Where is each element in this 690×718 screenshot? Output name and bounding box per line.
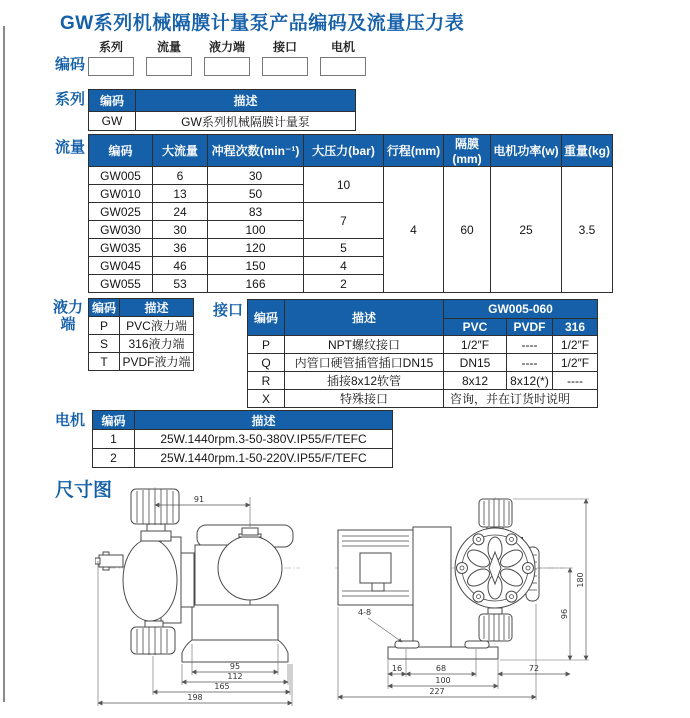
coding-slot-liquid-end [204, 38, 250, 76]
data-cell: 30 [208, 167, 304, 185]
header-cell: 316 [553, 319, 598, 336]
coding-slot-flow [146, 38, 192, 76]
data-cell: DN15 [444, 354, 507, 372]
table-row [248, 390, 598, 408]
header-cell: PVC [444, 319, 507, 336]
table-row [89, 167, 613, 185]
dimension-label: 95 [229, 662, 241, 671]
data-cell-pressure: 7 [304, 203, 384, 239]
data-cell: 8x12 [444, 372, 507, 390]
pump-front-view-drawing [330, 497, 600, 712]
data-cell: 166 [208, 275, 304, 293]
motor-section-label: 电机 [55, 412, 86, 429]
nameplate-foot [372, 583, 384, 591]
table-row [89, 112, 356, 131]
header-cell: 大压力(bar) [304, 135, 384, 167]
series-table [88, 89, 356, 131]
data-cell: 内管口硬管插管插口DN15 [285, 354, 444, 372]
scan-edge-line [3, 26, 5, 702]
header-cell: 冲程次数(min⁻¹) [208, 135, 304, 167]
data-cell: GW010 [89, 185, 153, 203]
valve-knob-bottom [131, 627, 175, 654]
data-cell: 150 [208, 257, 304, 275]
data-cell: 53 [153, 275, 208, 293]
data-cell: 1/2″F [444, 336, 507, 354]
dimension-label: 100 [435, 676, 451, 685]
data-cell: P [248, 336, 285, 354]
header-cell: 重量(kg) [562, 135, 613, 167]
hydraulic-end-section-label: 液力端 [52, 299, 83, 334]
data-cell: R [248, 372, 285, 390]
data-cell-pressure: 4 [304, 257, 384, 275]
table-row [248, 354, 598, 372]
data-cell: PVDF液力端 [120, 353, 194, 371]
holes-label: 4-8 [358, 608, 372, 617]
motor-end-bell [218, 536, 282, 600]
header-cell: 描述 [135, 411, 393, 430]
data-cell: PVC液力端 [120, 317, 194, 335]
data-cell: 8x12(*) [507, 372, 553, 390]
inlet-fitting [99, 555, 123, 567]
dimension-label: 227 [429, 687, 445, 696]
header-cell: 编码 [93, 411, 135, 430]
data-cell: 1/2″F [553, 336, 598, 354]
data-cell: 25W.1440rpm.1-50-220V.IP55/F/TEFC [135, 449, 393, 468]
header-cell: PVDF [507, 319, 553, 336]
header-cell: 描述 [136, 90, 356, 112]
page-title: GW系列机械隔膜计量泵产品编码及流量压力表 [60, 13, 465, 34]
data-cell-stroke: 4 [384, 167, 444, 293]
header-cell: 电机功率(w) [491, 135, 562, 167]
data-cell: ---- [507, 354, 553, 372]
series-section-label: 系列 [55, 91, 86, 108]
dimension-label: 112 [227, 672, 243, 681]
valve-stem-bottom [488, 608, 502, 614]
dimension-label: 72 [528, 664, 540, 673]
header-cell-group: GW005-060 [444, 300, 598, 319]
coding-slot-series [88, 38, 134, 76]
data-cell: ---- [507, 336, 553, 354]
data-cell: 特殊接口 [285, 390, 444, 408]
data-cell: 插接8x12软管 [285, 372, 444, 390]
data-cell: S [89, 335, 120, 353]
coding-slot-label: 流量 [156, 40, 181, 54]
inlet-nub [95, 558, 100, 564]
header-cell: 编码 [248, 300, 285, 336]
data-cell: GW045 [89, 257, 153, 275]
data-cell: GW030 [89, 221, 153, 239]
dimension-label: 16 [391, 664, 403, 673]
data-cell-diaphragm: 60 [444, 167, 491, 293]
pedestal [192, 605, 278, 643]
coding-slot-motor [320, 38, 366, 76]
adapter-bracket [413, 527, 451, 647]
diaphragm-head [123, 539, 177, 621]
dimension-label: 96 [560, 608, 569, 620]
header-cell: 隔膜(mm) [444, 135, 491, 167]
data-cell: 36 [153, 239, 208, 257]
coding-slot-box [88, 57, 134, 76]
header-cell: 描述 [120, 299, 194, 317]
data-cell: 13 [153, 185, 208, 203]
dimension-label: 91 [193, 495, 205, 504]
data-cell: 46 [153, 257, 208, 275]
coding-slot-box [146, 57, 192, 76]
header-cell: 编码 [89, 135, 153, 167]
coding-slot-box [262, 57, 308, 76]
dimension-label: 180 [576, 572, 585, 588]
motor-nameplate [360, 553, 391, 583]
dimension-label: 68 [435, 664, 447, 673]
data-cell-weight: 3.5 [562, 167, 613, 293]
table-row [93, 430, 393, 449]
base-flange [182, 640, 288, 662]
flow-section-label: 流量 [55, 139, 86, 156]
data-cell: 120 [208, 239, 304, 257]
header-cell: 描述 [285, 300, 444, 336]
table-row [89, 317, 194, 335]
data-cell-power: 25 [491, 167, 562, 293]
coding-slot-interface [262, 38, 308, 76]
base-plate [388, 647, 498, 659]
header-cell: 行程(mm) [384, 135, 444, 167]
data-cell: X [248, 390, 285, 408]
data-cell: 1/2″F [553, 354, 598, 372]
table-row [89, 335, 194, 353]
data-cell: GW055 [89, 275, 153, 293]
data-cell: 25W.1440rpm.3-50-380V.IP55/F/TEFC [135, 430, 393, 449]
data-cell: 30 [153, 221, 208, 239]
data-cell: ---- [553, 372, 598, 390]
data-cell: GW005 [89, 167, 153, 185]
data-cell: P [89, 317, 120, 335]
motor-table [92, 410, 393, 468]
data-cell: GW系列机械隔膜计量泵 [136, 112, 356, 131]
coding-slot-box [320, 57, 366, 76]
data-cell: 2 [93, 449, 135, 468]
coding-slot-label: 液力端 [208, 40, 245, 54]
interface-section-label: 接口 [213, 302, 244, 319]
data-cell-pressure: 5 [304, 239, 384, 257]
data-cell-pressure: 10 [304, 167, 384, 203]
coding-section-label: 编码 [55, 56, 86, 73]
pump-side-view-drawing [95, 487, 310, 715]
data-cell: NPT螺纹接口 [285, 336, 444, 354]
base-slot-right [465, 641, 489, 648]
coding-scheme [88, 38, 366, 76]
data-cell-pressure: 2 [304, 275, 384, 293]
data-cell: GW025 [89, 203, 153, 221]
dimension-label: 165 [214, 682, 230, 691]
coding-slot-label: 接口 [272, 40, 297, 54]
dimensions-section-label: 尺寸图 [55, 480, 113, 501]
data-cell: 316液力端 [120, 335, 194, 353]
table-row [89, 353, 194, 371]
data-cell: 1 [93, 430, 135, 449]
data-cell: 100 [208, 221, 304, 239]
data-cell: 50 [208, 185, 304, 203]
header-cell: 大流量 [153, 135, 208, 167]
coding-slot-box [204, 57, 250, 76]
table-row [248, 336, 598, 354]
header-cell: 编码 [89, 90, 136, 112]
interface-table [247, 299, 598, 408]
valve-plate-top [141, 531, 171, 541]
motor-cap [242, 528, 258, 535]
table-row [248, 372, 598, 390]
data-cell-note: 咨询，并在订货时说明 [444, 390, 598, 408]
base-slot-left [395, 641, 419, 648]
dimension-label: 198 [187, 693, 203, 702]
coding-slot-label: 电机 [330, 40, 355, 54]
hydraulic-end-table [88, 298, 194, 371]
data-cell: 24 [153, 203, 208, 221]
data-cell: Q [248, 354, 285, 372]
table-row [93, 449, 393, 468]
data-cell: 83 [208, 203, 304, 221]
data-cell: GW035 [89, 239, 153, 257]
header-cell: 编码 [89, 299, 120, 317]
data-cell: 6 [153, 167, 208, 185]
data-cell: GW [89, 112, 136, 131]
coding-slot-label: 系列 [98, 40, 123, 54]
data-cell: T [89, 353, 120, 371]
head-flange [181, 553, 194, 607]
flow-table [88, 134, 613, 293]
